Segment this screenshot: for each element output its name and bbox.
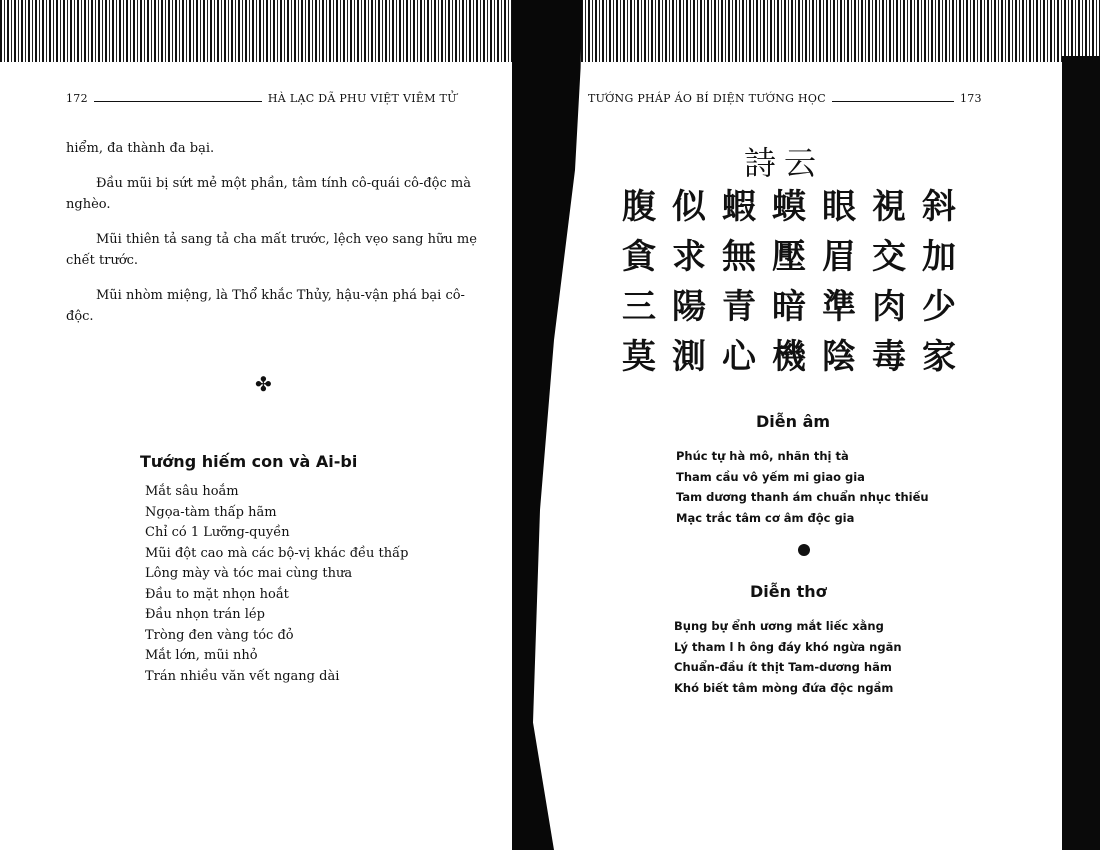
paragraph: Đầu mũi bị sứt mẻ một phần, tâm tính cô-quái cô-độc mà nghèo. <box>66 176 471 212</box>
list-item: Đầu to mặt nhọn hoắt <box>145 586 289 602</box>
poem-char: 交 <box>872 237 906 277</box>
list-item: Mắt lớn, mũi nhỏ <box>145 648 258 663</box>
poem-char: 似 <box>672 187 706 227</box>
paragraph: Mũi thiên tả sang tả cha mất trước, lệch vẹo sang hữu mẹ chết trước. <box>66 232 477 268</box>
verse-line: Bụng bự ểnh ương mắt liếc xằng <box>674 619 884 633</box>
poem-char: 肉 <box>872 287 906 327</box>
list-item: Tròng đen vàng tóc đỏ <box>145 627 294 643</box>
verse-line: Tam dương thanh ám chuẩn nhục thiếu <box>676 490 929 504</box>
book-spine-shadow <box>512 0 582 850</box>
right-running-title: TƯỚNG PHÁP ÁO BÍ DIỆN TƯỚNG HỌC <box>588 92 826 105</box>
header-rule <box>832 100 954 102</box>
poem-char: 機 <box>772 337 806 377</box>
poem-char: 家 <box>922 337 956 377</box>
poem-char: 陽 <box>672 287 706 327</box>
poem-char: 陰 <box>822 337 856 377</box>
verse-line: Phúc tự hà mô, nhãn thị tà <box>676 449 849 463</box>
right-page-number: 173 <box>959 92 982 105</box>
left-body-text <box>66 138 478 341</box>
poem-char: 斜 <box>922 187 956 227</box>
section-title-dien-tho: Diễn thơ <box>750 582 827 601</box>
poem-char: 加 <box>922 237 956 277</box>
verse-line: Khó biết tâm mòng đứa độc ngầm <box>674 680 894 695</box>
poem-char: 貪 <box>622 237 656 277</box>
poem-char: 無 <box>722 237 756 277</box>
scan-right-edge <box>1062 56 1100 850</box>
poem-char: 視 <box>872 187 906 227</box>
list-item: Đầu nhọn trán lép <box>145 607 265 622</box>
poem-char: 心 <box>722 337 756 377</box>
section-title-dien-am: Diễn âm <box>756 412 831 431</box>
verse-line: Tham cầu vô yếm mi giao gia <box>676 469 865 484</box>
paragraph: Mũi nhòm miệng, là Thổ khắc Thủy, hậu-vận phá bại cô-độc. <box>66 288 465 324</box>
header-rule <box>94 100 262 102</box>
list-item: Lông mày và tóc mai cùng thưa <box>145 566 353 581</box>
bullet-icon <box>798 544 810 556</box>
list-item: Mũi đột cao mà các bộ-vị khác đều thấp <box>145 545 409 561</box>
poem-char: 少 <box>922 287 956 327</box>
paragraph: hiểm, đa thành đa bại. <box>66 141 215 156</box>
left-page-header <box>66 92 478 105</box>
poem-char: 暗 <box>772 287 806 327</box>
list-item: Ngọa-tàm thấp hãm <box>145 504 277 520</box>
poem-char: 求 <box>672 237 706 277</box>
poem-char: 三 <box>622 287 656 327</box>
poem-char: 腹 <box>622 187 656 227</box>
poem-heading: 詩云 <box>744 144 825 182</box>
right-page-header <box>588 92 994 105</box>
list-item: Trán nhiều văn vết ngang dài <box>145 668 340 684</box>
poem-char: 眼 <box>822 187 856 227</box>
dien-am-lines <box>676 446 929 528</box>
poem-char: 毒 <box>872 337 906 377</box>
poem-char: 壓 <box>772 237 806 277</box>
poem-char: 莫 <box>622 337 656 377</box>
left-running-title: HÀ LẠC DÃ PHU VIỆT VIÊM TỬ <box>267 92 457 105</box>
chinese-poem <box>614 182 964 382</box>
verse-line: Mạc trắc tâm cơ âm độc gia <box>676 510 855 525</box>
verse-line: Chuẩn-đầu ít thịt Tam-dương hãm <box>674 660 892 674</box>
poem-char: 青 <box>722 287 756 327</box>
left-page-number: 172 <box>66 92 88 105</box>
list-item: Mắt sâu hoắm <box>145 484 239 499</box>
dien-tho-lines <box>674 616 902 698</box>
poem-char: 眉 <box>822 237 856 277</box>
section-title: Tướng hiếm con và Ai-bi <box>140 452 358 471</box>
poem-char: 測 <box>672 337 706 377</box>
trait-list <box>145 482 408 687</box>
poem-char: 準 <box>822 287 856 327</box>
poem-char: 蟆 <box>772 187 806 227</box>
verse-line: Lý tham l h ông đáy khó ngừa ngăn <box>674 639 902 654</box>
ornament-icon: ✤ <box>255 372 272 396</box>
poem-char: 蝦 <box>722 187 756 227</box>
list-item: Chỉ có 1 Lưỡng-quyền <box>145 525 290 540</box>
